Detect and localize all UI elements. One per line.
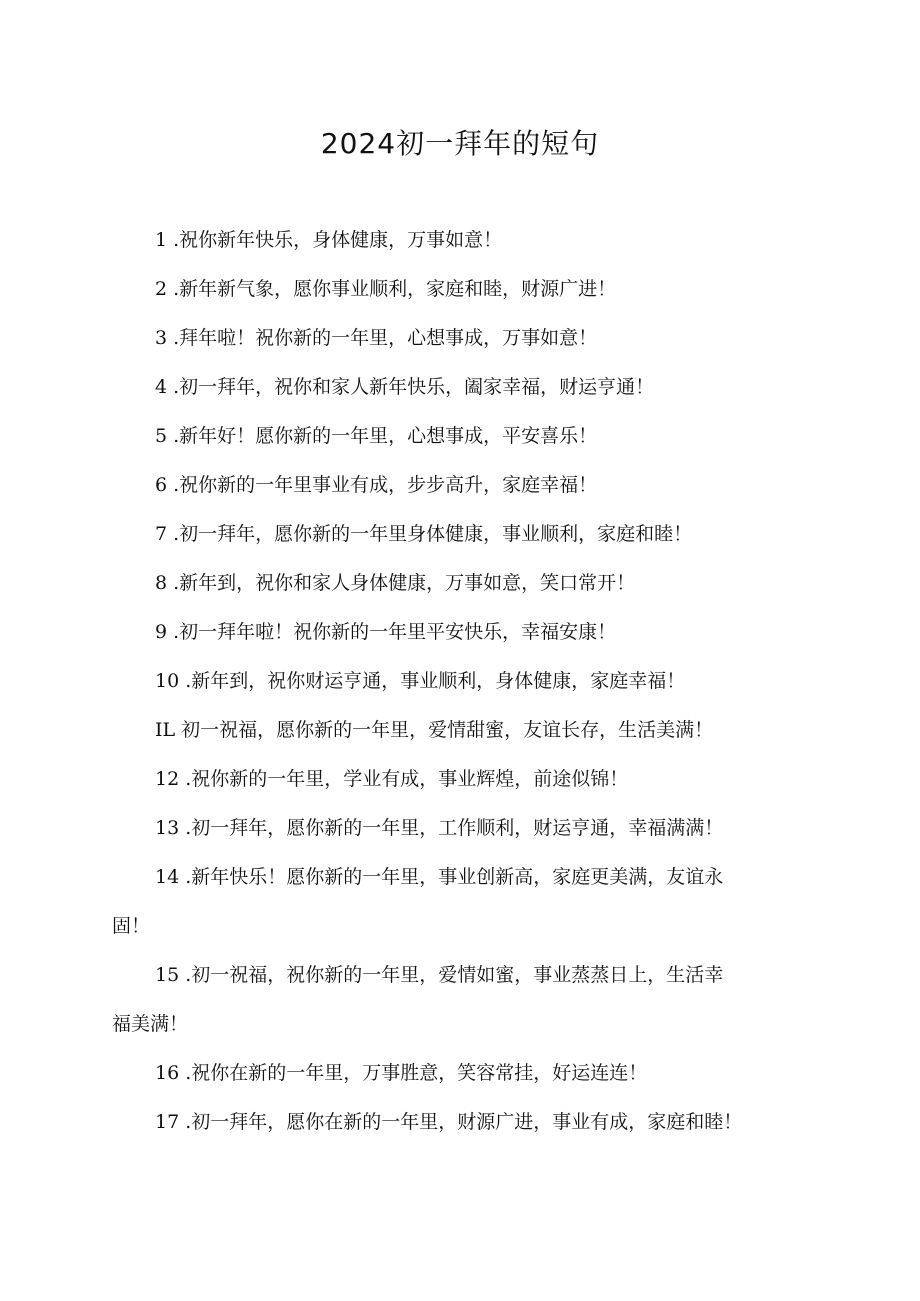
item-number: 12 (155, 768, 180, 790)
list-item (112, 951, 820, 1049)
list-item (155, 461, 863, 510)
item-number: 7 (155, 523, 168, 545)
list-item (155, 559, 863, 608)
list-item (155, 608, 863, 657)
item-number: 13 (155, 817, 180, 839)
list-item (155, 510, 863, 559)
item-text: 初一祝福，愿你新的一年里，爱情甜蜜，友谊长存，生活美满！ (181, 719, 714, 741)
item-text: .祝你在新的一年里，万事胜意，笑容常挂，好运连连！ (185, 1062, 648, 1084)
item-text: .祝你新年快乐，身体健康，万事如意！ (173, 229, 503, 251)
item-number: 4 (155, 376, 168, 398)
item-text: .初一祝福，祝你新的一年里，爱情如蜜，事业蒸蒸日上，生活幸 (185, 964, 724, 986)
item-text: .祝你新的一年里事业有成，步步高升，家庭幸福！ (173, 474, 598, 496)
list-item (155, 412, 863, 461)
item-text: .新年到，祝你和家人身体健康，万事如意，笑口常开！ (173, 572, 636, 594)
list-item (155, 755, 863, 804)
item-text: .拜年啦！祝你新的一年里，心想事成，万事如意！ (173, 327, 598, 349)
list-item (155, 706, 863, 755)
item-number: 15 (155, 964, 180, 986)
item-number: 2 (155, 278, 168, 300)
item-text: .新年到，祝你财运亨通，事业顺利，身体健康，家庭幸福！ (185, 670, 686, 692)
item-number: 16 (155, 1062, 180, 1084)
list-item (155, 804, 863, 853)
item-text: .初一拜年，祝你和家人新年快乐，阖家幸福，财运亨通！ (173, 376, 655, 398)
item-continuation: 固！ (112, 915, 151, 937)
list-item (112, 853, 820, 951)
item-number: 6 (155, 474, 168, 496)
list-item (155, 657, 863, 706)
item-first-line (112, 853, 820, 902)
list-item (155, 265, 863, 314)
list-item (155, 1098, 863, 1147)
item-number: 8 (155, 572, 168, 594)
item-text: .新年快乐！愿你新的一年里，事业创新高，家庭更美满，友谊永 (185, 866, 724, 888)
item-number: 14 (155, 866, 180, 888)
page-title: 2024初一拜年的短句 (320, 127, 600, 160)
item-first-line (112, 951, 820, 1000)
item-number: 3 (155, 327, 168, 349)
item-text: .初一拜年，愿你新的一年里，工作顺利，财运亨通，幸福满满！ (185, 817, 724, 839)
item-text: .新年好！愿你新的一年里，心想事成，平安喜乐！ (173, 425, 598, 447)
item-number: 1 (155, 229, 168, 251)
list-item (155, 1049, 863, 1098)
item-text: .初一拜年，愿你在新的一年里，财源广进，事业有成，家庭和睦！ (185, 1111, 743, 1133)
item-continuation: 福美满！ (112, 1013, 189, 1035)
item-text: .祝你新的一年里，学业有成，事业辉煌，前途似锦！ (185, 768, 629, 790)
item-text: .初一拜年啦！祝你新的一年里平安快乐，幸福安康！ (173, 621, 617, 643)
list-item (155, 314, 863, 363)
list-item (155, 216, 863, 265)
list-item (155, 363, 863, 412)
item-number: 9 (155, 621, 168, 643)
item-text: .新年新气象，愿你事业顺利，家庭和睦，财源广进！ (173, 278, 617, 300)
item-number: 5 (155, 425, 168, 447)
item-text: .初一拜年，愿你新的一年里身体健康，事业顺利，家庭和睦！ (173, 523, 693, 545)
item-number: 17 (155, 1111, 180, 1133)
item-number: IL (155, 719, 176, 741)
item-number: 10 (155, 670, 180, 692)
